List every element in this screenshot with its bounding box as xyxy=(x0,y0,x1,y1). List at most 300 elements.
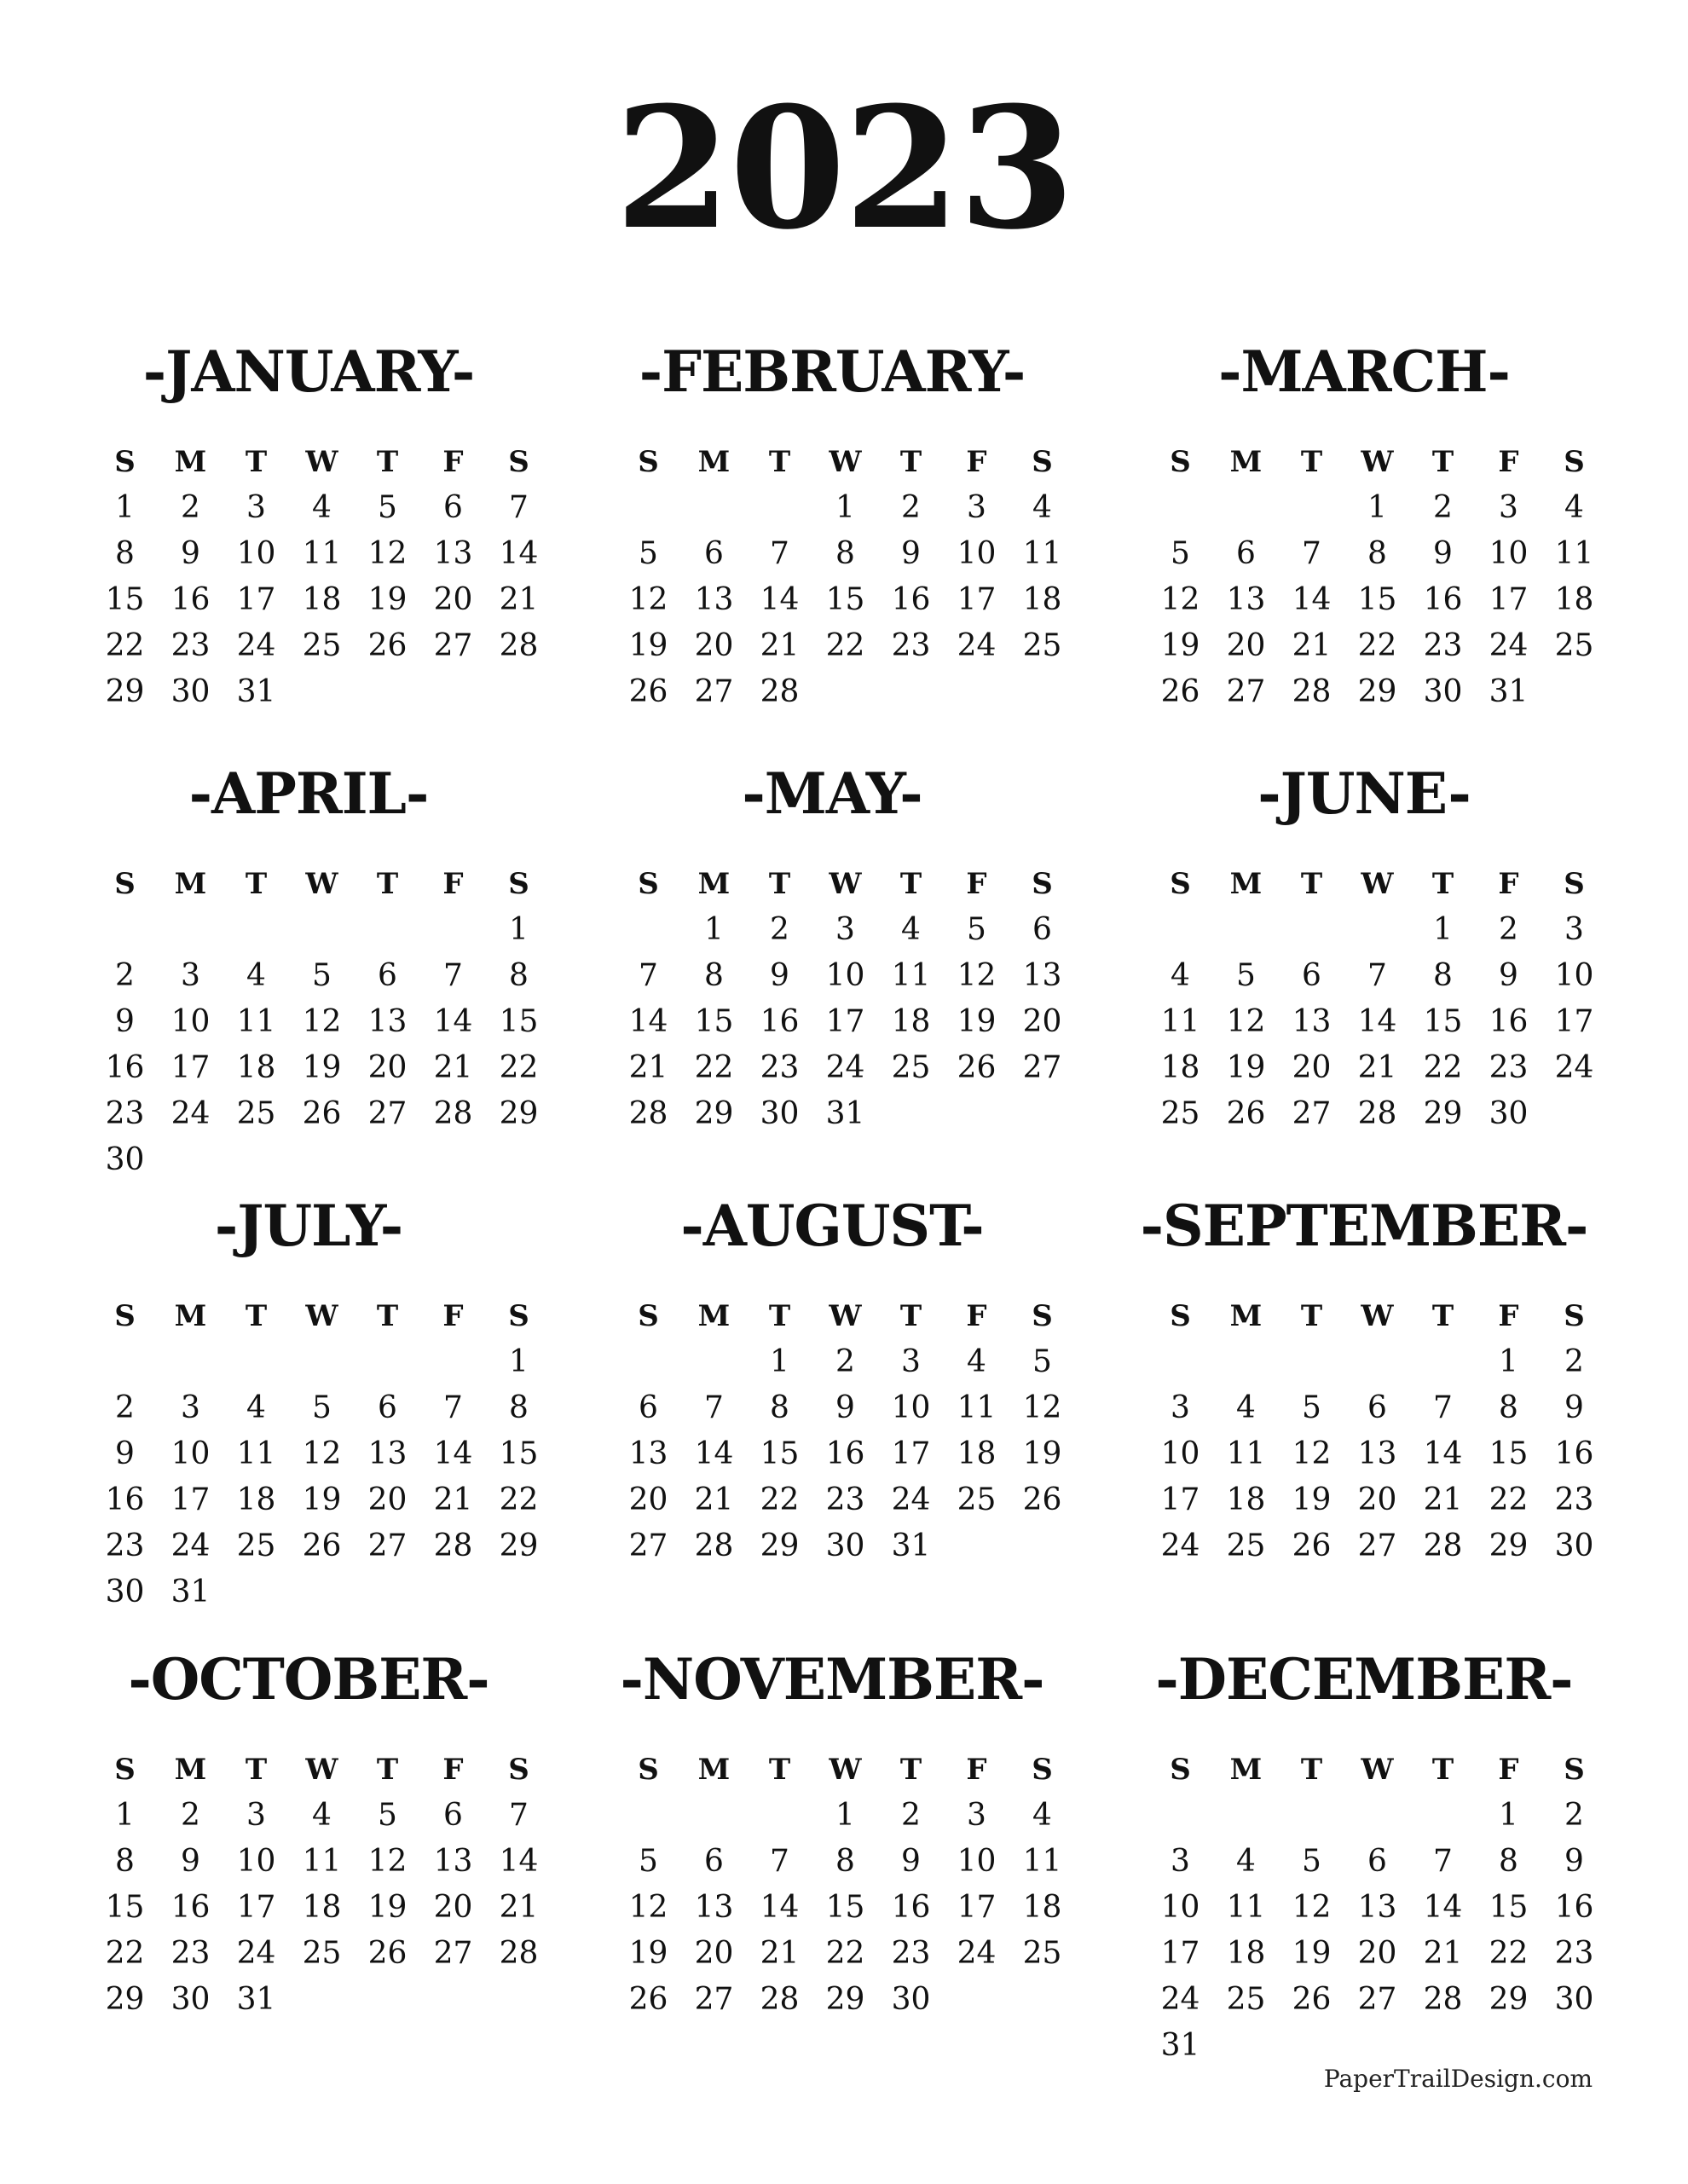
day-cell: 12 xyxy=(367,1844,408,1879)
day-cell: 25 xyxy=(891,1050,931,1085)
day-cell: 28 xyxy=(760,674,800,709)
month-name: -AUGUST- xyxy=(680,1193,984,1259)
weekday-header: F xyxy=(1498,867,1519,901)
day-cell: 26 xyxy=(957,1050,997,1085)
day-cell: 15 xyxy=(105,582,145,617)
day-cell: 4 xyxy=(1564,490,1584,525)
weekday-header: S xyxy=(508,1299,529,1333)
day-cell: 17 xyxy=(1554,1004,1594,1039)
weekday-header: S xyxy=(1170,445,1191,479)
day-cell: 13 xyxy=(1357,1436,1397,1471)
day-cell: 5 xyxy=(639,536,658,571)
weekday-header: M xyxy=(174,445,207,479)
day-cell: 16 xyxy=(105,1482,145,1517)
day-cell: 28 xyxy=(1423,1528,1463,1563)
day-cell: 2 xyxy=(181,490,200,525)
weekday-header: T xyxy=(1431,867,1454,901)
day-cell: 12 xyxy=(302,1436,342,1471)
day-cell: 25 xyxy=(1022,628,1062,663)
day-cell: 21 xyxy=(1423,1936,1463,1971)
day-cell: 14 xyxy=(1357,1004,1397,1039)
day-cell: 21 xyxy=(694,1482,734,1517)
day-cell: 2 xyxy=(1499,912,1518,947)
day-cell: 26 xyxy=(1292,1528,1332,1563)
day-cell: 27 xyxy=(694,1982,734,2017)
weekday-header: W xyxy=(829,445,862,479)
calendar-grid xyxy=(1147,439,1610,715)
month-name: -JANUARY- xyxy=(142,338,475,405)
day-cell: 1 xyxy=(1499,1344,1518,1379)
weekday-header: F xyxy=(1498,445,1519,479)
day-cell: 7 xyxy=(770,1844,789,1879)
weekday-header: T xyxy=(1431,1299,1454,1333)
day-cell: 16 xyxy=(105,1050,145,1085)
weekday-header: M xyxy=(174,1299,207,1333)
day-cell: 12 xyxy=(367,536,408,571)
day-cell: 2 xyxy=(770,912,789,947)
day-cell: 17 xyxy=(957,582,997,617)
day-cell: 6 xyxy=(443,490,463,525)
day-cell: 23 xyxy=(891,628,931,663)
weekday-header: T xyxy=(899,1299,922,1333)
day-cell: 28 xyxy=(433,1528,473,1563)
day-cell: 19 xyxy=(1160,628,1200,663)
weekday-header: F xyxy=(966,867,987,901)
day-cell: 16 xyxy=(1423,582,1463,617)
day-cell: 2 xyxy=(835,1344,855,1379)
day-cell: 3 xyxy=(181,1390,200,1425)
weekday-header: W xyxy=(1361,445,1394,479)
day-cell: 11 xyxy=(1160,1004,1200,1039)
day-cell: 2 xyxy=(1433,490,1453,525)
calendar-grid xyxy=(1147,1293,1610,1569)
day-cell: 29 xyxy=(105,674,145,709)
day-cell: 5 xyxy=(312,958,332,993)
day-cell: 9 xyxy=(901,1844,921,1879)
day-cell: 30 xyxy=(1489,1096,1529,1131)
day-cell: 19 xyxy=(367,1890,408,1925)
day-cell: 11 xyxy=(957,1390,997,1425)
day-cell: 27 xyxy=(1292,1096,1332,1131)
day-cell: 27 xyxy=(367,1528,408,1563)
day-cell: 14 xyxy=(499,1844,539,1879)
weekday-header: W xyxy=(829,1753,862,1787)
day-cell: 30 xyxy=(105,1574,145,1609)
day-cell: 24 xyxy=(957,628,997,663)
day-cell: 21 xyxy=(499,1890,539,1925)
weekday-header: M xyxy=(174,867,207,901)
day-cell: 26 xyxy=(1022,1482,1062,1517)
day-cell: 9 xyxy=(770,958,789,993)
weekday-header: S xyxy=(1170,867,1191,901)
day-cell: 30 xyxy=(1423,674,1463,709)
day-cell: 7 xyxy=(1433,1390,1453,1425)
day-cell: 24 xyxy=(171,1528,211,1563)
day-cell: 28 xyxy=(1292,674,1332,709)
day-cell: 20 xyxy=(1226,628,1266,663)
day-cell: 10 xyxy=(957,536,997,571)
day-cell: 22 xyxy=(499,1050,539,1085)
day-cell: 9 xyxy=(181,1844,200,1879)
day-cell: 18 xyxy=(302,582,342,617)
weekday-header: S xyxy=(638,1753,659,1787)
day-cell: 12 xyxy=(628,1890,668,1925)
day-cell: 13 xyxy=(433,536,473,571)
day-cell: 28 xyxy=(1423,1982,1463,2017)
day-cell: 24 xyxy=(171,1096,211,1131)
day-cell: 30 xyxy=(171,674,211,709)
day-cell: 22 xyxy=(825,1936,865,1971)
day-cell: 30 xyxy=(105,1142,145,1177)
day-cell: 10 xyxy=(236,536,276,571)
day-cell: 3 xyxy=(1564,912,1584,947)
day-cell: 13 xyxy=(1292,1004,1332,1039)
weekday-header: S xyxy=(1032,867,1053,901)
day-cell: 26 xyxy=(302,1096,342,1131)
day-cell: 23 xyxy=(105,1528,145,1563)
day-cell: 31 xyxy=(891,1528,931,1563)
day-cell: 3 xyxy=(1171,1844,1190,1879)
day-cell: 18 xyxy=(1160,1050,1200,1085)
day-cell: 11 xyxy=(1554,536,1594,571)
day-cell: 27 xyxy=(1357,1528,1397,1563)
day-cell: 23 xyxy=(891,1936,931,1971)
day-cell: 21 xyxy=(433,1482,473,1517)
day-cell: 4 xyxy=(1236,1390,1256,1425)
day-cell: 27 xyxy=(1226,674,1266,709)
day-cell: 29 xyxy=(760,1528,800,1563)
day-cell: 19 xyxy=(628,628,668,663)
day-cell: 19 xyxy=(1226,1050,1266,1085)
day-cell: 27 xyxy=(367,1096,408,1131)
day-cell: 9 xyxy=(1564,1390,1584,1425)
day-cell: 7 xyxy=(443,958,463,993)
day-cell: 16 xyxy=(171,582,211,617)
day-cell: 7 xyxy=(1302,536,1321,571)
weekday-header: T xyxy=(245,1299,268,1333)
day-cell: 24 xyxy=(891,1482,931,1517)
day-cell: 24 xyxy=(236,1936,276,1971)
calendar-grid xyxy=(616,1293,1078,1569)
day-cell: 2 xyxy=(115,1390,135,1425)
day-cell: 21 xyxy=(433,1050,473,1085)
calendar-grid xyxy=(92,439,554,715)
day-cell: 28 xyxy=(760,1982,800,2017)
day-cell: 30 xyxy=(1554,1528,1594,1563)
day-cell: 31 xyxy=(171,1574,211,1609)
day-cell: 23 xyxy=(1423,628,1463,663)
weekday-header: S xyxy=(1564,1299,1585,1333)
day-cell: 22 xyxy=(499,1482,539,1517)
day-cell: 16 xyxy=(171,1890,211,1925)
month-name: -OCTOBER- xyxy=(128,1646,489,1713)
day-cell: 2 xyxy=(901,1798,921,1833)
weekday-header: T xyxy=(376,445,399,479)
day-cell: 1 xyxy=(509,1344,529,1379)
day-cell: 2 xyxy=(1564,1344,1584,1379)
weekday-header: S xyxy=(1564,1753,1585,1787)
day-cell: 27 xyxy=(1357,1982,1397,2017)
weekday-header: S xyxy=(114,867,136,901)
day-cell: 22 xyxy=(825,628,865,663)
day-cell: 4 xyxy=(1236,1844,1256,1879)
day-cell: 14 xyxy=(1423,1436,1463,1471)
day-cell: 14 xyxy=(433,1436,473,1471)
day-cell: 4 xyxy=(1171,958,1190,993)
month-name: -MAY- xyxy=(742,760,922,827)
day-cell: 31 xyxy=(1160,2028,1200,2063)
day-cell: 8 xyxy=(115,536,135,571)
day-cell: 25 xyxy=(1554,628,1594,663)
day-cell: 5 xyxy=(967,912,986,947)
weekday-header: S xyxy=(1032,1753,1053,1787)
weekday-header: T xyxy=(768,1753,791,1787)
weekday-header: S xyxy=(508,445,529,479)
day-cell: 29 xyxy=(1423,1096,1463,1131)
day-cell: 23 xyxy=(1489,1050,1529,1085)
day-cell: 4 xyxy=(246,958,266,993)
day-cell: 16 xyxy=(1554,1890,1594,1925)
day-cell: 12 xyxy=(302,1004,342,1039)
day-cell: 4 xyxy=(901,912,921,947)
weekday-header: F xyxy=(442,867,464,901)
day-cell: 17 xyxy=(1160,1936,1200,1971)
day-cell: 16 xyxy=(1554,1436,1594,1471)
day-cell: 28 xyxy=(499,1936,539,1971)
day-cell: 17 xyxy=(171,1050,211,1085)
day-cell: 13 xyxy=(1226,582,1266,617)
day-cell: 24 xyxy=(825,1050,865,1085)
day-cell: 18 xyxy=(236,1482,276,1517)
day-cell: 5 xyxy=(1302,1390,1321,1425)
day-cell: 8 xyxy=(509,1390,529,1425)
day-cell: 13 xyxy=(628,1436,668,1471)
day-cell: 3 xyxy=(246,490,266,525)
day-cell: 4 xyxy=(312,490,332,525)
day-cell: 6 xyxy=(704,1844,724,1879)
day-cell: 3 xyxy=(1499,490,1518,525)
weekday-header: T xyxy=(1300,1753,1323,1787)
weekday-header: F xyxy=(442,1753,464,1787)
day-cell: 21 xyxy=(628,1050,668,1085)
day-cell: 14 xyxy=(1423,1890,1463,1925)
day-cell: 10 xyxy=(236,1844,276,1879)
month-name: -FEBRUARY- xyxy=(639,338,1026,405)
day-cell: 3 xyxy=(967,1798,986,1833)
day-cell: 22 xyxy=(105,628,145,663)
day-cell: 11 xyxy=(1226,1890,1266,1925)
day-cell: 9 xyxy=(1564,1844,1584,1879)
weekday-header: S xyxy=(1032,445,1053,479)
day-cell: 15 xyxy=(1357,582,1397,617)
day-cell: 6 xyxy=(1302,958,1321,993)
day-cell: 29 xyxy=(825,1982,865,2017)
day-cell: 26 xyxy=(628,1982,668,2017)
day-cell: 25 xyxy=(1160,1096,1200,1131)
day-cell: 20 xyxy=(628,1482,668,1517)
day-cell: 24 xyxy=(1554,1050,1594,1085)
weekday-header: T xyxy=(1300,1299,1323,1333)
weekday-header: M xyxy=(697,1753,731,1787)
day-cell: 28 xyxy=(433,1096,473,1131)
weekday-header: T xyxy=(899,445,922,479)
day-cell: 10 xyxy=(825,958,865,993)
day-cell: 25 xyxy=(236,1096,276,1131)
day-cell: 31 xyxy=(1489,674,1529,709)
weekday-header: S xyxy=(638,445,659,479)
day-cell: 25 xyxy=(302,1936,342,1971)
day-cell: 20 xyxy=(433,1890,473,1925)
day-cell: 21 xyxy=(499,582,539,617)
day-cell: 13 xyxy=(367,1436,408,1471)
day-cell: 17 xyxy=(1160,1482,1200,1517)
day-cell: 20 xyxy=(694,1936,734,1971)
day-cell: 4 xyxy=(1032,490,1052,525)
weekday-header: T xyxy=(1300,445,1323,479)
weekday-header: S xyxy=(1170,1753,1191,1787)
weekday-header: T xyxy=(1300,867,1323,901)
day-cell: 12 xyxy=(1292,1436,1332,1471)
day-cell: 11 xyxy=(1022,536,1062,571)
weekday-header: M xyxy=(1229,445,1263,479)
day-cell: 1 xyxy=(1499,1798,1518,1833)
day-cell: 18 xyxy=(1554,582,1594,617)
day-cell: 8 xyxy=(704,958,724,993)
day-cell: 19 xyxy=(1022,1436,1062,1471)
weekday-header: T xyxy=(768,1299,791,1333)
day-cell: 7 xyxy=(509,1798,529,1833)
day-cell: 16 xyxy=(760,1004,800,1039)
day-cell: 1 xyxy=(115,490,135,525)
day-cell: 10 xyxy=(171,1004,211,1039)
weekday-header: S xyxy=(114,1753,136,1787)
day-cell: 30 xyxy=(825,1528,865,1563)
day-cell: 20 xyxy=(1357,1482,1397,1517)
day-cell: 26 xyxy=(1160,674,1200,709)
day-cell: 5 xyxy=(1302,1844,1321,1879)
day-cell: 5 xyxy=(639,1844,658,1879)
day-cell: 26 xyxy=(367,1936,408,1971)
weekday-header: F xyxy=(1498,1753,1519,1787)
day-cell: 25 xyxy=(236,1528,276,1563)
day-cell: 30 xyxy=(1554,1982,1594,2017)
day-cell: 27 xyxy=(694,674,734,709)
day-cell: 21 xyxy=(1423,1482,1463,1517)
day-cell: 7 xyxy=(770,536,789,571)
day-cell: 10 xyxy=(957,1844,997,1879)
day-cell: 2 xyxy=(1564,1798,1584,1833)
day-cell: 3 xyxy=(835,912,855,947)
day-cell: 2 xyxy=(115,958,135,993)
day-cell: 26 xyxy=(1226,1096,1266,1131)
day-cell: 10 xyxy=(1160,1890,1200,1925)
weekday-header: S xyxy=(638,1299,659,1333)
day-cell: 29 xyxy=(1489,1528,1529,1563)
day-cell: 13 xyxy=(1357,1890,1397,1925)
weekday-header: F xyxy=(966,445,987,479)
weekday-header: T xyxy=(899,1753,922,1787)
day-cell: 15 xyxy=(105,1890,145,1925)
day-cell: 29 xyxy=(105,1982,145,2017)
month-name: -MARCH- xyxy=(1218,338,1510,405)
day-cell: 13 xyxy=(433,1844,473,1879)
weekday-header: F xyxy=(1498,1299,1519,1333)
day-cell: 8 xyxy=(115,1844,135,1879)
day-cell: 5 xyxy=(378,490,397,525)
day-cell: 2 xyxy=(901,490,921,525)
day-cell: 14 xyxy=(760,582,800,617)
calendar-grid xyxy=(92,1293,554,1615)
calendar-grid xyxy=(1147,1747,1610,2069)
month-name: -JULY- xyxy=(214,1193,403,1259)
day-cell: 29 xyxy=(499,1528,539,1563)
day-cell: 27 xyxy=(628,1528,668,1563)
day-cell: 6 xyxy=(378,1390,397,1425)
day-cell: 26 xyxy=(302,1528,342,1563)
day-cell: 11 xyxy=(1022,1844,1062,1879)
day-cell: 15 xyxy=(1489,1890,1529,1925)
day-cell: 14 xyxy=(499,536,539,571)
day-cell: 23 xyxy=(1554,1482,1594,1517)
day-cell: 12 xyxy=(1292,1890,1332,1925)
weekday-header: M xyxy=(1229,1753,1263,1787)
day-cell: 7 xyxy=(1367,958,1387,993)
day-cell: 19 xyxy=(302,1482,342,1517)
day-cell: 5 xyxy=(378,1798,397,1833)
day-cell: 14 xyxy=(433,1004,473,1039)
day-cell: 27 xyxy=(433,628,473,663)
day-cell: 26 xyxy=(628,674,668,709)
weekday-header: M xyxy=(697,1299,731,1333)
day-cell: 9 xyxy=(181,536,200,571)
day-cell: 29 xyxy=(1489,1982,1529,2017)
day-cell: 20 xyxy=(694,628,734,663)
weekday-header: W xyxy=(829,867,862,901)
day-cell: 5 xyxy=(1236,958,1256,993)
day-cell: 22 xyxy=(105,1936,145,1971)
day-cell: 27 xyxy=(433,1936,473,1971)
day-cell: 5 xyxy=(1171,536,1190,571)
day-cell: 15 xyxy=(1423,1004,1463,1039)
day-cell: 8 xyxy=(835,536,855,571)
day-cell: 11 xyxy=(302,536,342,571)
day-cell: 8 xyxy=(1499,1390,1518,1425)
day-cell: 3 xyxy=(246,1798,266,1833)
day-cell: 22 xyxy=(1357,628,1397,663)
day-cell: 17 xyxy=(1489,582,1529,617)
day-cell: 25 xyxy=(1226,1982,1266,2017)
weekday-header: M xyxy=(1229,1299,1263,1333)
day-cell: 8 xyxy=(509,958,529,993)
day-cell: 17 xyxy=(171,1482,211,1517)
day-cell: 19 xyxy=(628,1936,668,1971)
weekday-header: T xyxy=(1431,445,1454,479)
weekday-header: W xyxy=(1361,1299,1394,1333)
day-cell: 20 xyxy=(1292,1050,1332,1085)
day-cell: 20 xyxy=(433,582,473,617)
day-cell: 1 xyxy=(509,912,529,947)
day-cell: 9 xyxy=(835,1390,855,1425)
day-cell: 6 xyxy=(443,1798,463,1833)
day-cell: 24 xyxy=(1160,1528,1200,1563)
day-cell: 15 xyxy=(499,1436,539,1471)
day-cell: 19 xyxy=(957,1004,997,1039)
day-cell: 19 xyxy=(367,582,408,617)
day-cell: 28 xyxy=(628,1096,668,1131)
day-cell: 25 xyxy=(1022,1936,1062,1971)
day-cell: 11 xyxy=(302,1844,342,1879)
weekday-header: T xyxy=(768,445,791,479)
